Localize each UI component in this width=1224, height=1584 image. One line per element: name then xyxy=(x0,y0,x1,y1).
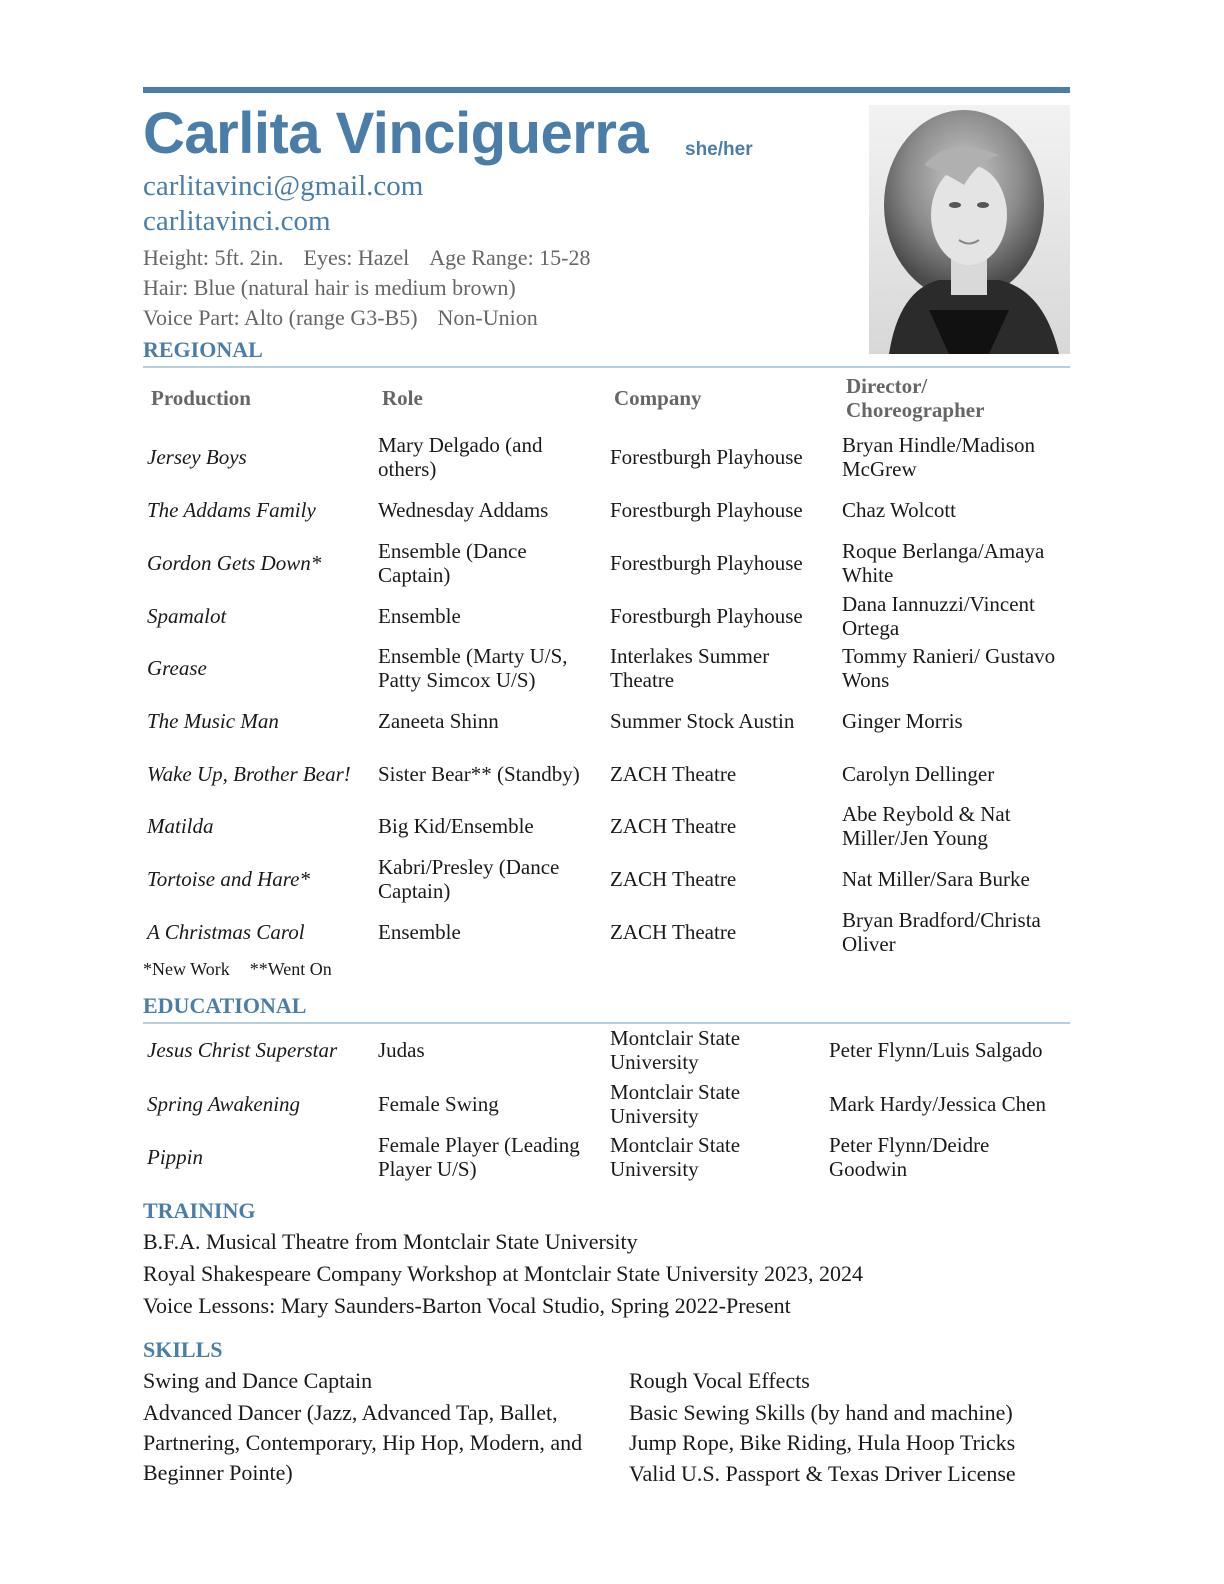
credit-company: Montclair State University xyxy=(610,1026,741,1074)
age-range-stat: Age Range: 15-28 xyxy=(429,245,591,270)
height-stat: Height: 5ft. 2in. xyxy=(143,245,284,270)
credit-company: Forestburgh Playhouse xyxy=(610,445,803,469)
credit-production: Jesus Christ Superstar xyxy=(147,1038,338,1062)
credit-company: ZACH Theatre xyxy=(610,867,737,891)
skill-item: Valid U.S. Passport & Texas Driver License xyxy=(629,1461,1016,1486)
credit-company: Forestburgh Playhouse xyxy=(610,498,803,522)
regional-heading: REGIONAL xyxy=(143,337,263,362)
hair-stat: Hair: Blue (natural hair is medium brown) xyxy=(143,275,516,300)
credit-role: Ensemble xyxy=(378,920,461,944)
actor-name: Carlita Vinciguerra xyxy=(143,101,649,166)
credit-role: Ensemble xyxy=(378,604,461,628)
credit-production: A Christmas Carol xyxy=(147,920,305,944)
credit-role: Sister Bear** (Standby) xyxy=(378,762,580,786)
credit-company: ZACH Theatre xyxy=(610,762,737,786)
credit-role: Female Swing xyxy=(378,1092,499,1116)
new-work-note: *New Work xyxy=(143,959,230,979)
educational-rule xyxy=(143,1022,1070,1024)
credit-production: Jersey Boys xyxy=(147,445,247,469)
credit-role: Ensemble (Dance Captain) xyxy=(378,539,527,587)
credit-company: Montclair State University xyxy=(610,1133,741,1181)
union-status: Non-Union xyxy=(437,305,538,330)
eyes-stat: Eyes: Hazel xyxy=(303,245,410,270)
skills-heading: SKILLS xyxy=(143,1337,223,1362)
stats-line-1 xyxy=(143,245,611,271)
credit-director: Carolyn Dellinger xyxy=(842,762,995,786)
credit-director: Bryan Bradford/Christa Oliver xyxy=(842,908,1041,956)
credit-director: Chaz Wolcott xyxy=(842,498,956,522)
stats-line-3 xyxy=(143,305,558,331)
credit-role: Zaneeta Shinn xyxy=(378,709,499,733)
credit-company: ZACH Theatre xyxy=(610,814,737,838)
credit-director: Bryan Hindle/Madison McGrew xyxy=(842,433,1036,481)
went-on-note: **Went On xyxy=(249,959,332,979)
credit-role: Female Player (Leading Player U/S) xyxy=(378,1133,580,1181)
credit-company: ZACH Theatre xyxy=(610,920,737,944)
credit-director: Roque Berlanga/Amaya White xyxy=(842,539,1045,587)
credit-production: Gordon Gets Down* xyxy=(147,551,322,575)
credit-director: Ginger Morris xyxy=(842,709,963,733)
credit-director: Peter Flynn/Luis Salgado xyxy=(829,1038,1043,1062)
credit-director: Peter Flynn/Deidre Goodwin xyxy=(829,1133,990,1181)
credit-director: Dana Iannuzzi/Vincent Ortega xyxy=(842,592,1035,640)
training-item: Royal Shakespeare Company Workshop at Montclair State University 2023, 2024 xyxy=(143,1261,864,1286)
col-production: Production xyxy=(151,386,251,410)
voice-part-stat: Voice Part: Alto (range G3-B5) xyxy=(143,305,418,330)
skill-item: Rough Vocal Effects xyxy=(629,1368,810,1393)
credit-company: Summer Stock Austin xyxy=(610,709,795,733)
credit-role: Kabri/Presley (Dance Captain) xyxy=(378,855,560,903)
credit-company: Forestburgh Playhouse xyxy=(610,551,803,575)
website-link[interactable]: carlitavinci.com xyxy=(143,205,331,237)
training-item: B.F.A. Musical Theatre from Montclair State University xyxy=(143,1229,638,1254)
skill-item: Jump Rope, Bike Riding, Hula Hoop Tricks xyxy=(629,1430,1016,1455)
training-item: Voice Lessons: Mary Saunders-Barton Vocal Studio, Spring 2022-Present xyxy=(143,1293,791,1318)
credit-production: The Music Man xyxy=(147,709,279,733)
credit-production: The Addams Family xyxy=(147,498,316,522)
skill-item: Basic Sewing Skills (by hand and machine) xyxy=(629,1400,1013,1425)
col-director: Director/ Choreographer xyxy=(846,374,985,422)
credit-role: Mary Delgado (and others) xyxy=(378,433,543,481)
col-company: Company xyxy=(614,386,702,410)
regional-rule xyxy=(143,366,1070,368)
credit-production: Tortoise and Hare* xyxy=(147,867,310,891)
credit-production: Matilda xyxy=(147,814,214,838)
credit-company: Montclair State University xyxy=(610,1080,741,1128)
credit-production: Wake Up, Brother Bear! xyxy=(147,762,351,786)
credit-production: Spring Awakening xyxy=(147,1092,301,1116)
email-link[interactable]: carlitavinci@gmail.com xyxy=(143,170,424,202)
credit-production: Spamalot xyxy=(147,604,227,628)
credit-director: Abe Reybold & Nat Miller/Jen Young xyxy=(842,802,1011,850)
skill-item: Swing and Dance Captain xyxy=(143,1368,373,1393)
top-rule xyxy=(143,87,1070,93)
credit-company: Interlakes Summer Theatre xyxy=(610,644,770,692)
credit-production: Pippin xyxy=(147,1145,203,1169)
credit-director: Nat Miller/Sara Burke xyxy=(842,867,1030,891)
col-role: Role xyxy=(382,386,423,410)
credit-role: Wednesday Addams xyxy=(378,498,549,522)
credit-company: Forestburgh Playhouse xyxy=(610,604,803,628)
credit-director: Tommy Ranieri/ Gustavo Wons xyxy=(842,644,1056,692)
pronouns: she/her xyxy=(685,139,753,160)
skill-item: Advanced Dancer (Jazz, Advanced Tap, Ballet, Partnering, Contemporary, Hip Hop, Modern, and Beginner Pointe) xyxy=(143,1400,583,1485)
credit-role: Big Kid/Ensemble xyxy=(378,814,534,838)
credit-production: Grease xyxy=(147,656,207,680)
credit-role: Ensemble (Marty U/S, Patty Simcox U/S) xyxy=(378,644,568,692)
headshot-image xyxy=(869,105,1070,354)
credit-role: Judas xyxy=(378,1038,425,1062)
training-heading: TRAINING xyxy=(143,1198,256,1223)
headshot-photo xyxy=(869,105,1070,354)
credit-notes xyxy=(143,959,352,980)
educational-heading: EDUCATIONAL xyxy=(143,993,307,1018)
credit-director: Mark Hardy/Jessica Chen xyxy=(829,1092,1046,1116)
